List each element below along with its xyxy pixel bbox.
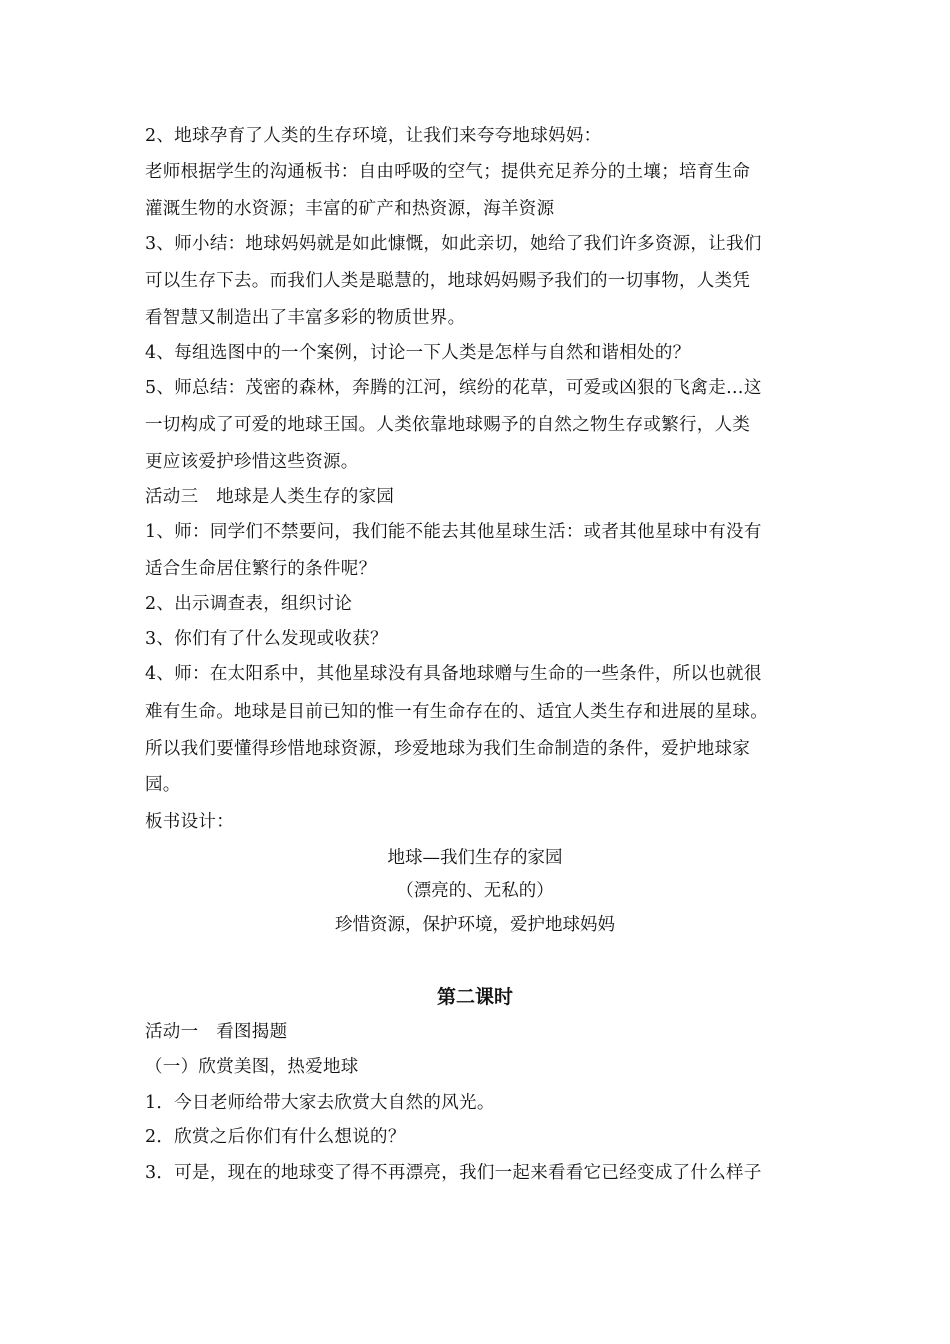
paragraph-line: 5、师总结：茂密的森林，奔腾的江河，缤纷的花草，可爱或凶狠的飞禽走…这 — [145, 378, 762, 398]
board-line-subtitle: （漂亮的、无私的） — [396, 881, 554, 901]
paragraph-line: 更应该爱护珍惜这些资源。 — [145, 452, 359, 472]
paragraph-line: 2．欣赏之后你们有什么想说的？ — [145, 1127, 406, 1147]
section-title: 活动三 地球是人类生存的家园 — [145, 487, 395, 507]
paragraph-line: 3．可是，现在的地球变了得不再漂亮，我们一起来看看它已经变成了什么样子 — [145, 1163, 762, 1183]
subsection-title: （一）欣赏美图，热爱地球 — [145, 1057, 359, 1077]
paragraph-line: 灌溉生物的水资源；丰富的矿产和热资源，海羊资源 — [145, 199, 555, 219]
paragraph-line: 看智慧又制造出了丰富多彩的物质世界。 — [145, 308, 466, 328]
lesson-heading: 第二课时 — [436, 986, 513, 1008]
paragraph-line: 3、师小结：地球妈妈就是如此慷慨，如此亲切，她给了我们许多资源，让我们 — [145, 234, 762, 254]
paragraph-line: 2、地球孕育了人类的生存环境，让我们来夸夸地球妈妈： — [145, 126, 602, 146]
paragraph-line: 一切构成了可爱的地球王国。人类依靠地球赐予的自然之物生存或繁行，人类 — [145, 415, 751, 435]
paragraph-line: 适合生命居住繁行的条件呢？ — [145, 559, 377, 579]
paragraph-line: 难有生命。地球是目前已知的惟一有生命存在的、适宜人类生存和进展的星球。 — [145, 702, 768, 722]
paragraph-line: 园。 — [145, 775, 181, 795]
paragraph-line: 老师根据学生的沟通板书：自由呼吸的空气；提供充足养分的土壤；培育生命 — [145, 162, 751, 182]
board-line-slogan: 珍惜资源，保护环境，爱护地球妈妈 — [335, 915, 615, 935]
paragraph-line: 1．今日老师给带大家去欣赏大自然的风光。 — [145, 1093, 495, 1113]
board-line-title: 地球—我们生存的家园 — [387, 848, 563, 868]
paragraph-line: 1、师：同学们不禁要问，我们能不能去其他星球生活：或者其他星球中有没有 — [145, 522, 762, 542]
paragraph-line: 2、出示调查表，组织讨论 — [145, 594, 353, 614]
paragraph-line: 所以我们要懂得珍惜地球资源，珍爱地球为我们生命制造的条件，爱护地球家 — [145, 739, 751, 759]
paragraph-line: 4、每组选图中的一个案例，讨论一下人类是怎样与自然和谐相处的？ — [145, 343, 691, 363]
paragraph-line: 3、你们有了什么发现或收获？ — [145, 629, 388, 649]
paragraph-line: 可以生存下去。而我们人类是聪慧的，地球妈妈赐予我们的一切事物，人类凭 — [145, 271, 751, 291]
board-design-label: 板书设计： — [145, 812, 234, 832]
section-title: 活动一 看图揭题 — [145, 1022, 288, 1042]
paragraph-line: 4、师：在太阳系中，其他星球没有具备地球赠与生命的一些条件，所以也就很 — [145, 664, 762, 684]
